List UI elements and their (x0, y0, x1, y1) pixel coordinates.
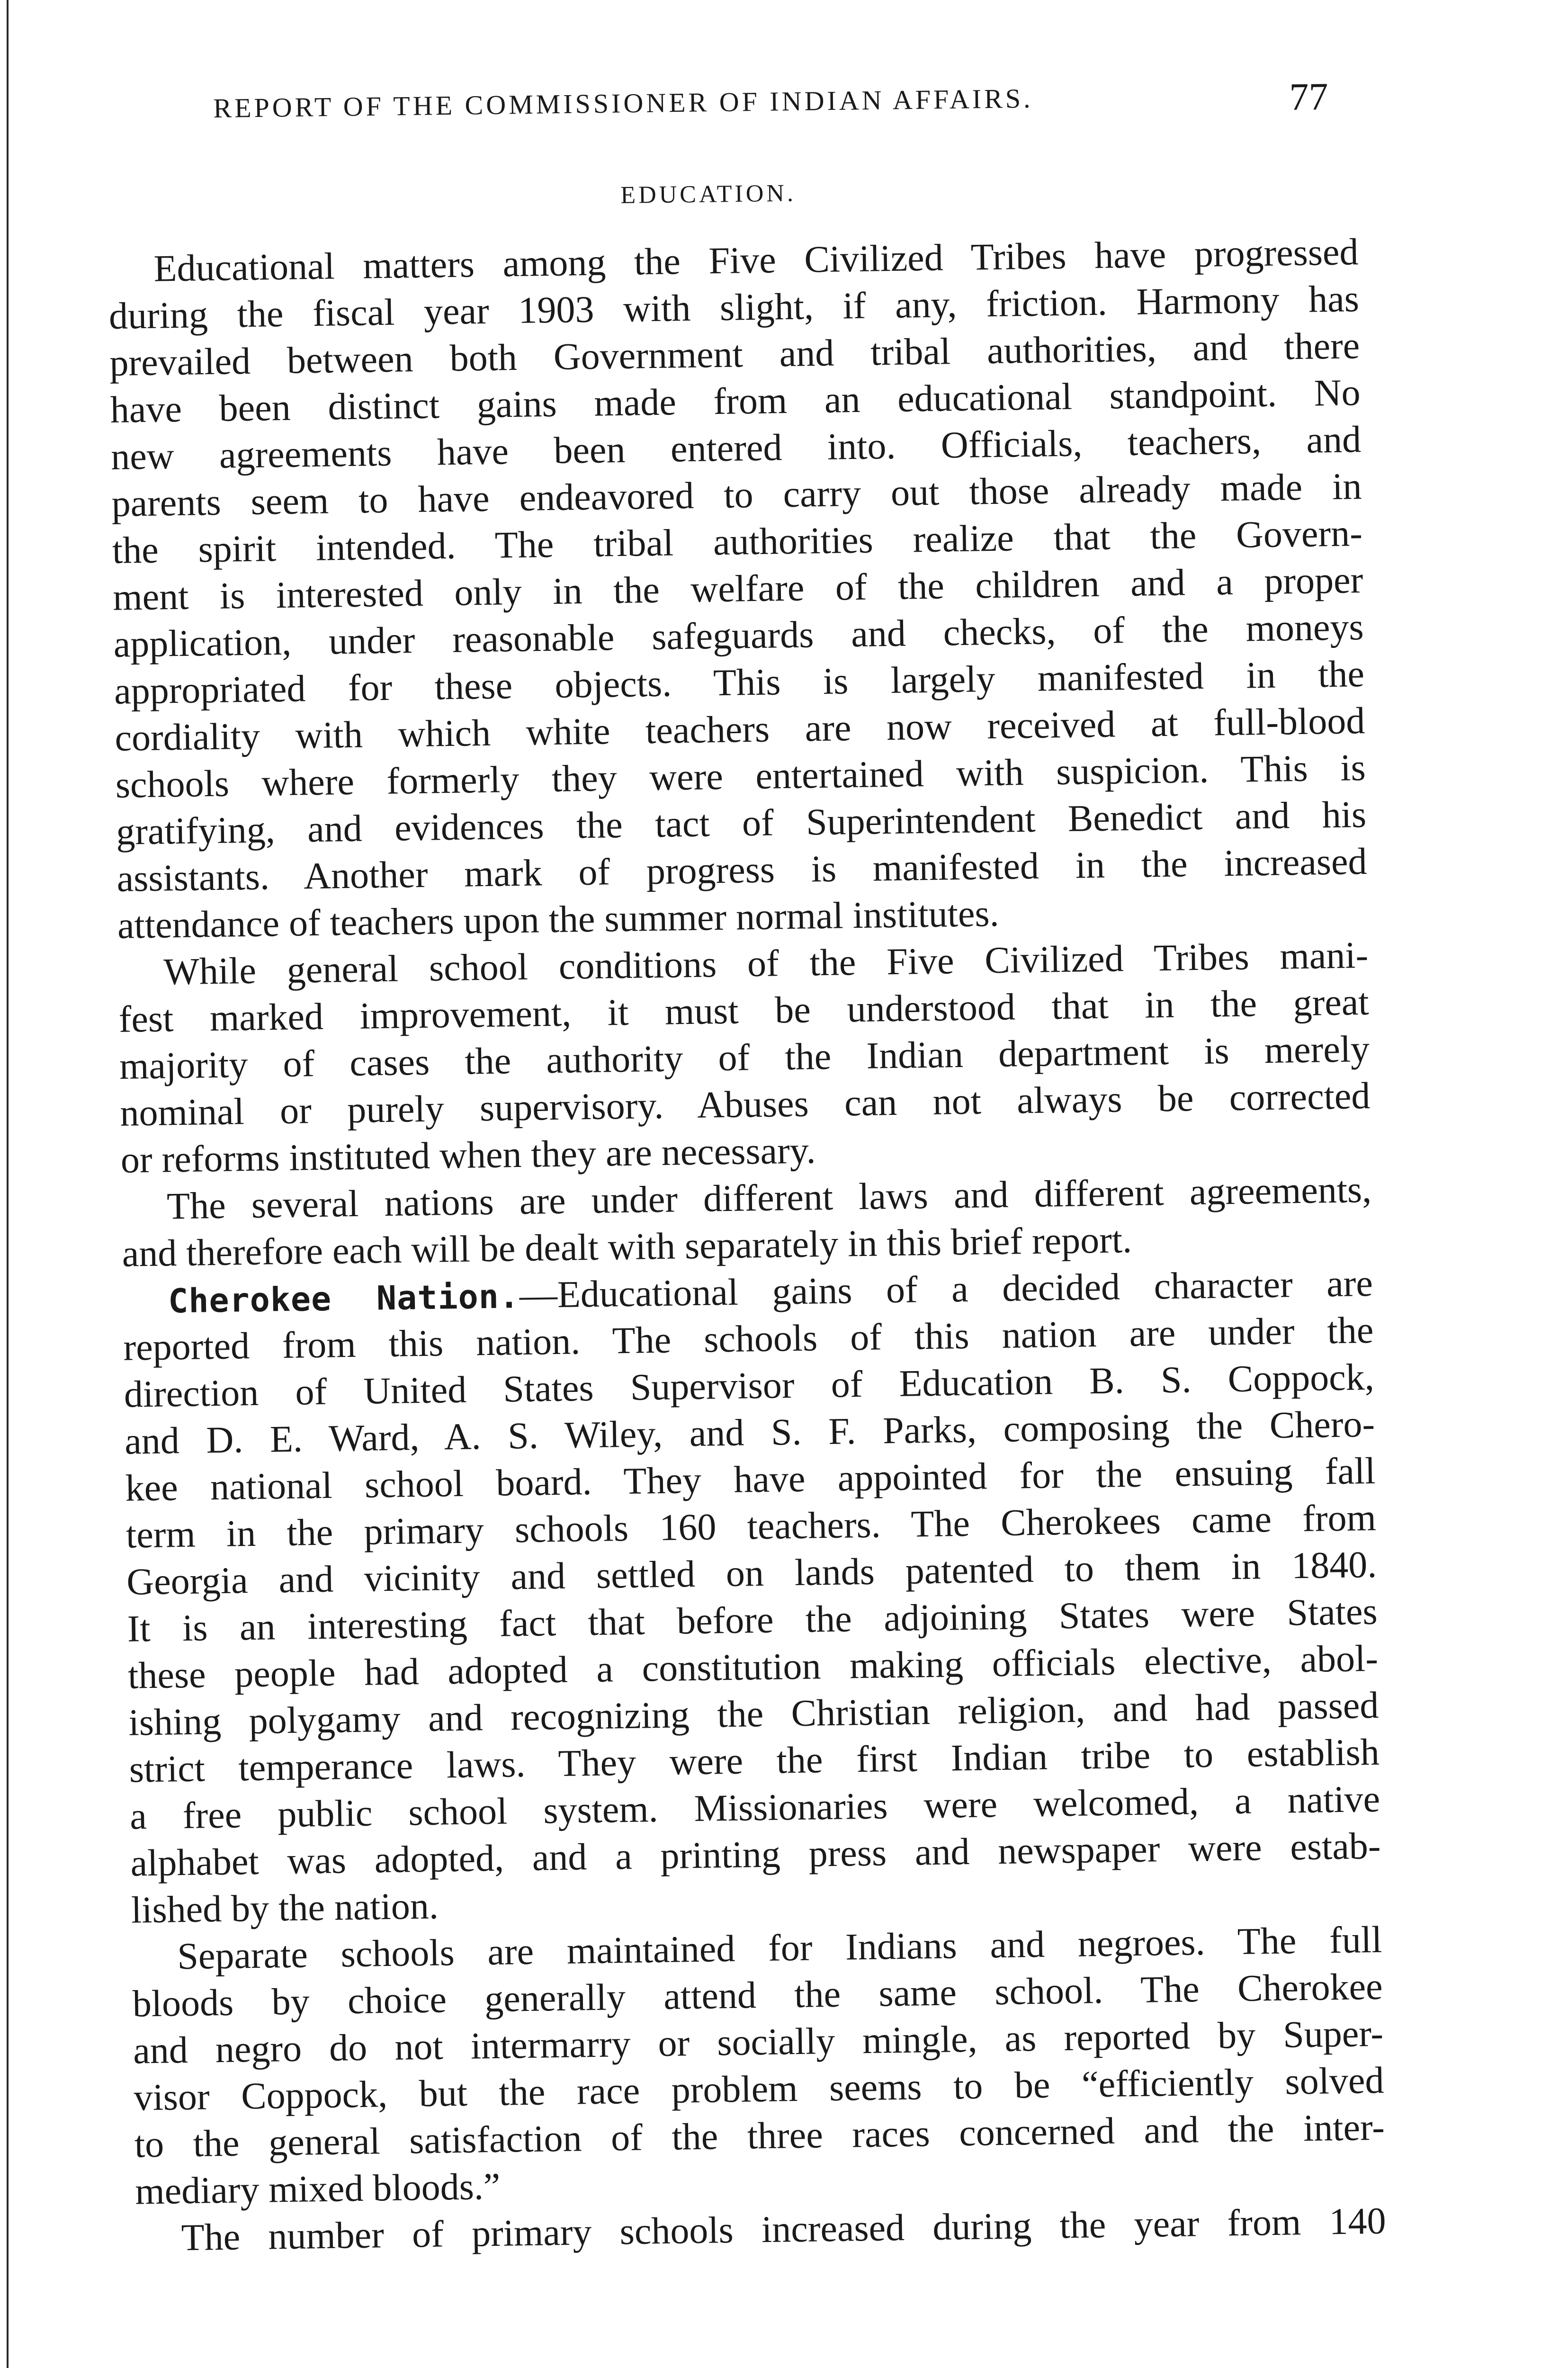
text-line: mediary mixed bloods.” (134, 2165, 501, 2213)
text-line: ishing polygamy and recognizing the Christian religion, and had passed (128, 1684, 1379, 1744)
text-line: cordiality with which white teachers are now received at full-blood (114, 700, 1365, 759)
text-line: Educational matters among the Five Civilized Tribes have progressed (153, 231, 1359, 290)
paragraph (132, 1917, 1386, 2216)
text-line: Georgia and vicinity and settled on lands patented to them in 1840. (126, 1543, 1377, 1603)
cherokee-nation-heading: Cherokee Nation. (168, 1277, 520, 1321)
text-line: gratifying, and evidences the tact of Superintendent Benedict and his (116, 794, 1367, 853)
text-line: parents seem to have endeavored to carry out those already made in (111, 466, 1362, 525)
text-line: assistants. Another mark of progress is manifested in the increased (116, 841, 1368, 900)
text-line: reported from this nation. The schools of this nation are under the (123, 1309, 1374, 1369)
text-line: attendance of teachers upon the summer normal institutes. (117, 892, 1000, 947)
body-text (108, 229, 1386, 2262)
text-line: majority of cases the authority of the Indian department is merely (119, 1028, 1370, 1087)
text-line: lished by the nation. (131, 1885, 439, 1931)
paragraph (108, 229, 1368, 950)
text-line: alphabet was adopted, and a printing press and newspaper were estab- (130, 1825, 1381, 1884)
paragraph (118, 932, 1371, 1184)
text-line: Separate schools are maintained for Indians and negroes. The full (177, 1919, 1382, 1978)
text-line: bloods by choice generally attend the same school. The Cherokee (132, 1965, 1383, 2025)
text-line: prevailed between both Government and tribal authorities, and there (109, 325, 1360, 384)
text-line: term in the primary schools 160 teachers. The Cherokees came from (125, 1497, 1377, 1556)
text-line: ment is interested only in the welfare of the children and a proper (112, 559, 1363, 619)
text-line: have been distinct gains made from an educational standpoint. No (110, 372, 1361, 431)
text-run: —Educational gains of a decided character are (519, 1262, 1373, 1317)
text-line: kee national school board. They have appointed for the ensuing fall (125, 1450, 1376, 1509)
text-line: The number of primary schools increased during the year from 140 (181, 2200, 1387, 2259)
text-line: The several nations are under different laws and different agreements, (166, 1168, 1372, 1228)
text-line: visor Coppock, but the race problem seems to be “efficiently solved (133, 2059, 1384, 2119)
paragraph (122, 1260, 1381, 1934)
text-line: strict temperance laws. They were the first Indian tribe to establish (129, 1731, 1380, 1791)
section-title: EDUCATION. (620, 179, 797, 209)
page-edge-line (7, 0, 9, 2368)
text-line: schools where formerly they were entertained with suspicion. This is (115, 747, 1366, 806)
text-line: nominal or purely supervisory. Abuses can not always be corrected (119, 1075, 1371, 1134)
text-line: application, under reasonable safeguards and checks, of the moneys (113, 606, 1364, 665)
text-line: It is an interesting fact that before the adjoining States were States (127, 1590, 1378, 1650)
running-head: REPORT OF THE COMMISSIONER OF INDIAN AFFAIRS. (213, 82, 1033, 124)
text-line: or reforms instituted when they are necessary. (120, 1130, 816, 1181)
text-line: direction of United States Supervisor of Education B. S. Coppock, (124, 1356, 1375, 1416)
paragraph (121, 1166, 1373, 1278)
text-line: and negro do not intermarry or socially mingle, as reported by Super- (133, 2012, 1384, 2072)
text-line: the spirit intended. The tribal authorities realize that the Govern- (112, 512, 1363, 572)
text-line: fest marked improvement, it must be understood that in the great (118, 981, 1370, 1040)
text-line: While general school conditions of the Five Civilized Tribes mani- (163, 934, 1369, 993)
text-line: during the fiscal year 1903 with slight, if any, friction. Harmony has (108, 278, 1360, 337)
text-line: a free public school system. Missionaries were welcomed, a native (129, 1778, 1380, 1838)
text-line: and therefore each will be dealt with separately in this brief report. (122, 1219, 1132, 1275)
text-line: to the general satisfaction of the three races concerned and the inter- (134, 2106, 1385, 2166)
text-line: these people had adopted a constitution making officials elective, abol- (127, 1637, 1379, 1697)
page-number: 77 (1289, 74, 1329, 118)
text-line: and D. E. Ward, A. S. Wiley, and S. F. Parks, composing the Chero- (124, 1403, 1375, 1462)
text-line: new agreements have been entered into. Officials, teachers, and (110, 419, 1362, 478)
text-line: appropriated for these objects. This is largely manifested in the (114, 653, 1365, 712)
